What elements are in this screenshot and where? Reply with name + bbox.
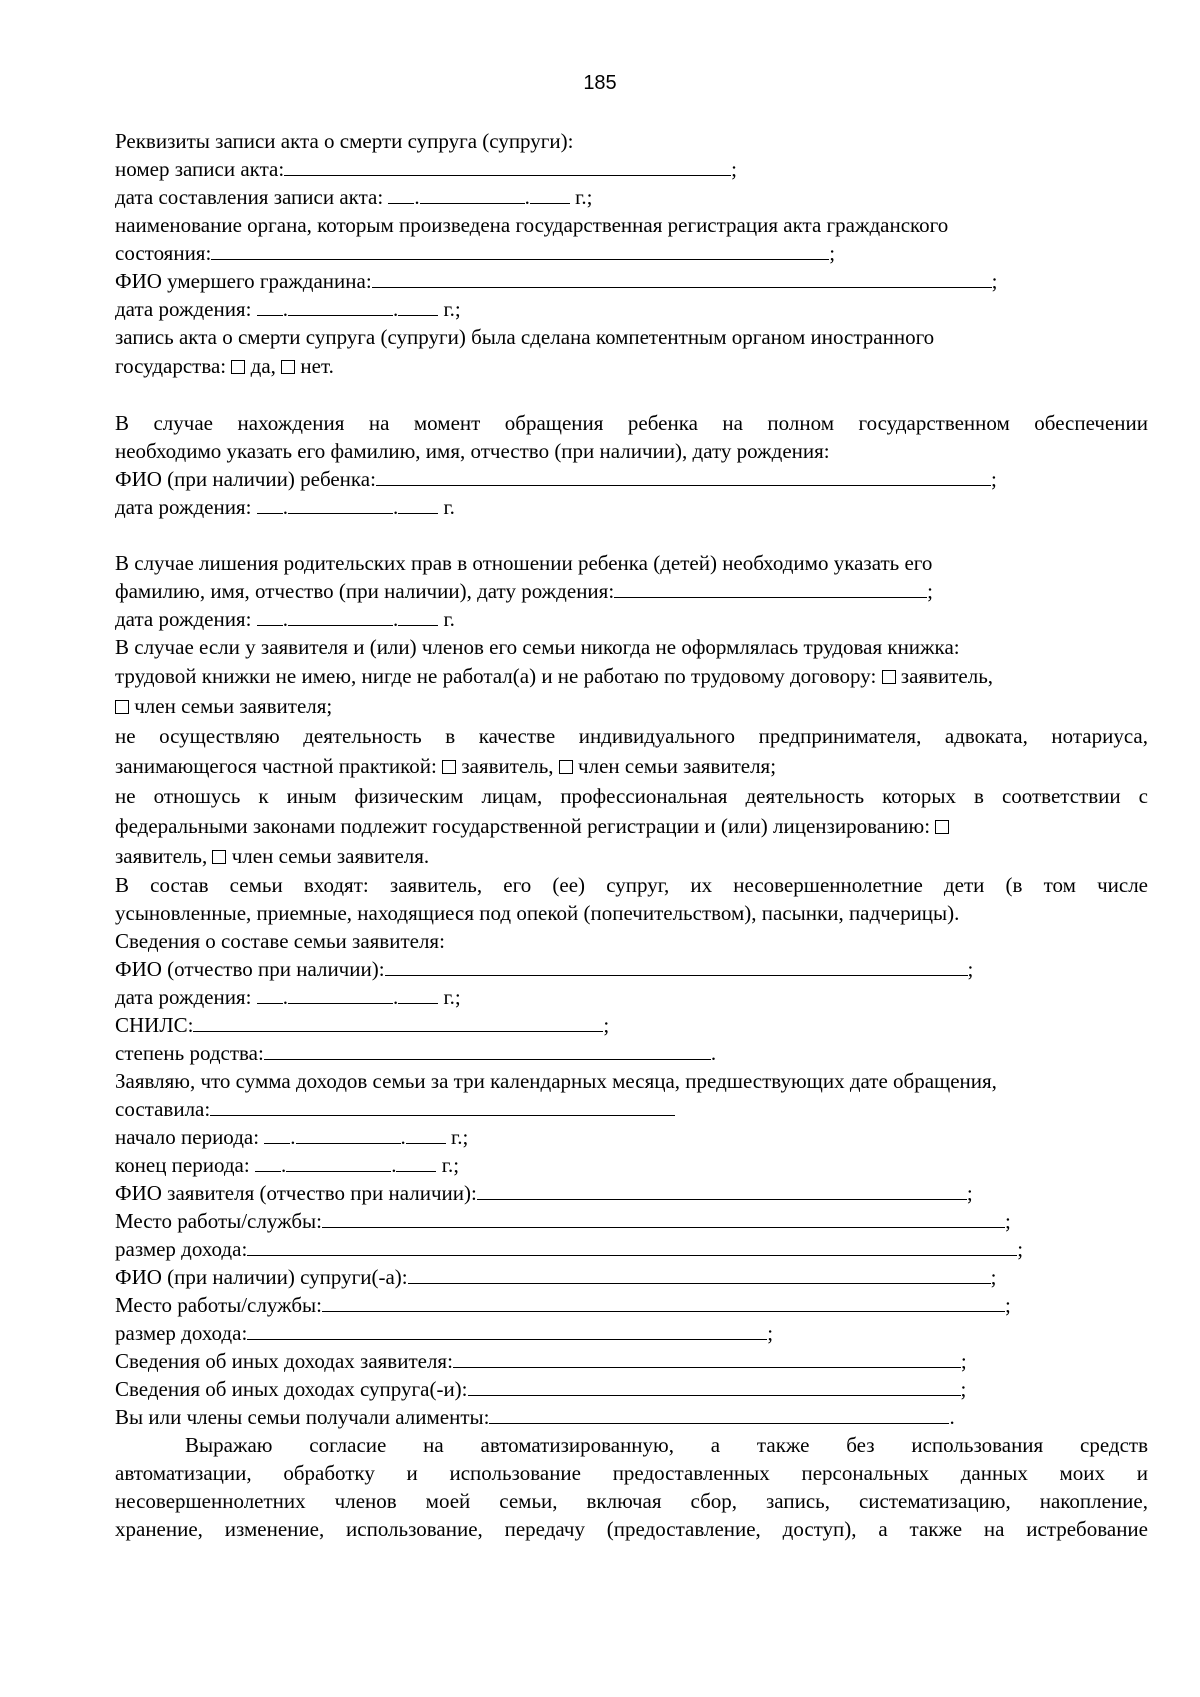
death-record-heading: Реквизиты записи акта о смерти супруга (супруги): [115,129,574,153]
consent-line2: автоматизации, обработку и использование предоставленных персональных данных моих и [115,1461,1148,1485]
semicolon: ; [966,1181,973,1205]
authority-label-line1: наименование органа, которым произведена государственная регистрация акта гражданского [115,213,949,237]
other-income-spouse-field[interactable] [468,1376,961,1396]
deprivation-text-line2: фамилию, имя, отчество (при наличии), дату рождения: [115,579,615,603]
applicant-name-field[interactable] [477,1180,967,1200]
applicant-name-label: ФИО заявителя (отчество при наличии): [115,1181,477,1205]
record-number-label: номер записи акта: [115,157,285,181]
statement1-family-checkbox[interactable] [115,700,129,714]
deprivation-birth-month-field[interactable] [288,606,393,626]
family-option-label: член семьи заявителя. [231,844,430,868]
semicolon: ; [990,1265,997,1289]
birth-date-label: дата рождения: [115,985,252,1009]
family-composition-line1: В состав семьи входят: заявитель, его (ее) супруг, их несовершеннолетние дети (в том числе [115,873,1148,897]
period-start-month-field[interactable] [296,1124,401,1144]
workplace-label: Место работы/службы: [115,1209,322,1233]
option-yes-label: да, [250,354,276,378]
semicolon: ; [1004,1293,1011,1317]
period-end-month-field[interactable] [286,1152,391,1172]
deceased-name-field[interactable] [372,268,992,288]
statement3-row [115,811,1148,841]
spouse-workplace-row [115,1291,1148,1319]
form-body [115,127,1148,1543]
statement3-text-line1: не отношусь к иным физическим лицам, профессиональная деятельность которых в соответствии с [115,784,1148,808]
relation-row [115,1039,1148,1067]
alimony-field[interactable] [489,1404,949,1424]
authority-field[interactable] [211,240,829,260]
income-amount-label: размер дохода: [115,1237,248,1261]
record-date-day-field[interactable] [388,184,414,204]
income-amount-row [115,1235,1148,1263]
relation-field[interactable] [264,1040,711,1060]
deprivation-name-row [115,577,1148,605]
semicolon: ; [829,241,836,265]
child-name-label: ФИО (при наличии) ребенка: [115,467,376,491]
period-end-row: конец периода: . . г.; [115,1153,460,1177]
semicolon: ; [960,1349,967,1373]
no-workbook-text: В случае если у заявителя и (или) членов его семьи никогда не оформлялась трудовая книжка: [115,635,960,659]
birth-month-field[interactable] [288,296,393,316]
birth-year-field[interactable] [398,296,438,316]
spouse-name-field[interactable] [408,1264,991,1284]
state-care-text-line1: В случае нахождения на момент обращения ребенка на полном государственном обеспечении [115,411,1148,435]
option-no-label: нет. [300,354,334,378]
applicant-option-label: заявитель, [115,844,208,868]
year-suffix: г. [443,495,455,519]
record-date-row: дата составления записи акта: . . г.; [115,185,593,209]
year-suffix: г. [443,607,455,631]
member-name-row [115,955,1148,983]
snils-label: СНИЛС: [115,1013,194,1037]
period-start-day-field[interactable] [264,1124,290,1144]
spouse-name-label: ФИО (при наличии) супруги(-а): [115,1265,408,1289]
deprivation-birth-day-field[interactable] [257,606,283,626]
period-start-label: начало периода: [115,1125,260,1149]
semicolon: ; [731,157,738,181]
member-birth-year-field[interactable] [398,984,438,1004]
period-end-year-field[interactable] [396,1152,436,1172]
statement3-row2 [115,841,1148,871]
semicolon: ; [927,579,934,603]
deprivation-birth-year-field[interactable] [398,606,438,626]
birth-date-label: дата рождения: [115,495,252,519]
relation-label: степень родства: [115,1041,264,1065]
consent-line1: Выражаю согласие на автоматизированную, а также без использования средств [185,1433,1148,1457]
income-declaration-line1: Заявляю, что сумма доходов семьи за три календарных месяца, предшествующих дате обращения, [115,1069,997,1093]
foreign-authority-row [115,351,1148,381]
semicolon: ; [603,1013,610,1037]
statement2-family-checkbox[interactable] [559,760,573,774]
statement1-row [115,661,1148,691]
family-option-label: член семьи заявителя; [578,754,777,778]
state-care-text-line2: необходимо указать его фамилию, имя, отчество (при наличии), дату рождения: [115,439,830,463]
spacer [115,521,1148,549]
authority-row [115,239,1148,267]
child-birth-month-field[interactable] [288,494,393,514]
member-name-field[interactable] [385,956,968,976]
deceased-name-label: ФИО умершего гражданина: [115,269,372,293]
applicant-name-row [115,1179,1148,1207]
child-birth-year-field[interactable] [398,494,438,514]
statement2-text-line2: занимающегося частной практикой: [115,754,437,778]
statement1-row2 [115,691,1148,721]
statement3-text-line2: федеральными законами подлежит государственной регистрации и (или) лицензированию: [115,814,931,838]
other-income-applicant-label: Сведения об иных доходах заявителя: [115,1349,453,1373]
foreign-authority-line1: запись акта о смерти супруга (супруги) была сделана компетентным органом иностранного [115,325,935,349]
spouse-workplace-label: Место работы/службы: [115,1293,322,1317]
checkbox-no[interactable] [281,360,295,374]
year-suffix: г.; [451,1125,469,1149]
applicant-option-label: заявитель, [900,664,994,688]
period-start-year-field[interactable] [406,1124,446,1144]
workplace-field[interactable] [322,1208,1005,1228]
workplace-row [115,1207,1148,1235]
member-name-label: ФИО (отчество при наличии): [115,957,385,981]
semicolon: ; [991,269,998,293]
alimony-row [115,1403,1148,1431]
spouse-income-row [115,1319,1148,1347]
child-name-row [115,465,1148,493]
spouse-name-row [115,1263,1148,1291]
deprivation-name-field[interactable] [614,578,927,598]
child-birth-row: дата рождения: . . г. [115,495,455,519]
semicolon: ; [767,1321,774,1345]
record-date-month-field[interactable] [420,184,525,204]
statement3-family-checkbox[interactable] [212,850,226,864]
birth-day-field[interactable] [257,296,283,316]
statement1-applicant-checkbox[interactable] [882,670,896,684]
member-birth-month-field[interactable] [288,984,393,1004]
member-birth-row: дата рождения: . . г.; [115,985,461,1009]
semicolon: ; [960,1377,967,1401]
alimony-label: Вы или члены семьи получали алименты: [115,1405,490,1429]
spouse-workplace-field[interactable] [322,1292,1005,1312]
period-start-row: начало периода: . . г.; [115,1125,469,1149]
period-end-day-field[interactable] [255,1152,281,1172]
year-suffix: г.; [443,297,461,321]
year-suffix: г.; [443,985,461,1009]
applicant-option-label: заявитель, [461,754,554,778]
record-date-year-field[interactable] [530,184,570,204]
other-income-applicant-row [115,1347,1148,1375]
member-birth-day-field[interactable] [257,984,283,1004]
foreign-authority-line2: государства: [115,354,227,378]
child-name-field[interactable] [376,466,991,486]
period: . [710,1041,717,1065]
consent-line3: несовершеннолетних членов моей семьи, включая сбор, запись, систематизацию, накопление, [115,1489,1148,1513]
semicolon: ; [1017,1237,1024,1261]
record-number-field[interactable] [284,156,731,176]
deprivation-text-line1: В случае лишения родительских прав в отношении ребенка (детей) необходимо указать его [115,551,933,575]
other-income-spouse-row [115,1375,1148,1403]
consent-line4: хранение, изменение, использование, передачу (предоставление, доступ), а также на истребование [115,1517,1148,1541]
record-date-label: дата составления записи акта: [115,185,384,209]
checkbox-yes[interactable] [231,360,245,374]
year-suffix: г.; [575,185,593,209]
deceased-name-row [115,267,1148,295]
snils-field[interactable] [193,1012,603,1032]
spouse-income-field[interactable] [247,1320,767,1340]
statement3-applicant-checkbox[interactable] [935,820,949,834]
deceased-birth-row: дата рождения: . . г.; [115,297,461,321]
child-birth-day-field[interactable] [257,494,283,514]
semicolon: ; [967,957,974,981]
spacer [115,381,1148,409]
statement2-text-line1: не осуществляю деятельность в качестве индивидуального предпринимателя, адвоката, нотариуса, [115,724,1148,748]
income-amount-field[interactable] [247,1236,1017,1256]
semicolon: ; [990,467,997,491]
family-heading: Сведения о составе семьи заявителя: [115,929,445,953]
spouse-income-label: размер дохода: [115,1321,248,1345]
period-end-label: конец периода: [115,1153,250,1177]
record-number-row [115,155,1148,183]
period: . [949,1405,955,1429]
income-total-field[interactable] [210,1096,675,1116]
family-option-label: член семьи заявителя; [134,694,333,718]
statement2-row [115,751,1148,781]
birth-date-label: дата рождения: [115,607,252,631]
birth-date-label: дата рождения: [115,297,252,321]
year-suffix: г.; [441,1153,460,1177]
income-total-row [115,1095,1148,1123]
authority-label-line2: состояния: [115,241,212,265]
page-number: 185 [583,72,617,94]
statement2-applicant-checkbox[interactable] [442,760,456,774]
semicolon: ; [1004,1209,1011,1233]
snils-row [115,1011,1148,1039]
deprivation-birth-row: дата рождения: . . г. [115,607,455,631]
other-income-applicant-field[interactable] [453,1348,961,1368]
family-composition-line2: усыновленные, приемные, находящиеся под опекой (попечительством), пасынки, падчерицы). [115,901,960,925]
income-declaration-line2: составила: [115,1097,211,1121]
statement1-text: трудовой книжки не имею, нигде не работал(а) и не работаю по трудовому договору: [115,664,877,688]
other-income-spouse-label: Сведения об иных доходах супруга(-и): [115,1377,468,1401]
